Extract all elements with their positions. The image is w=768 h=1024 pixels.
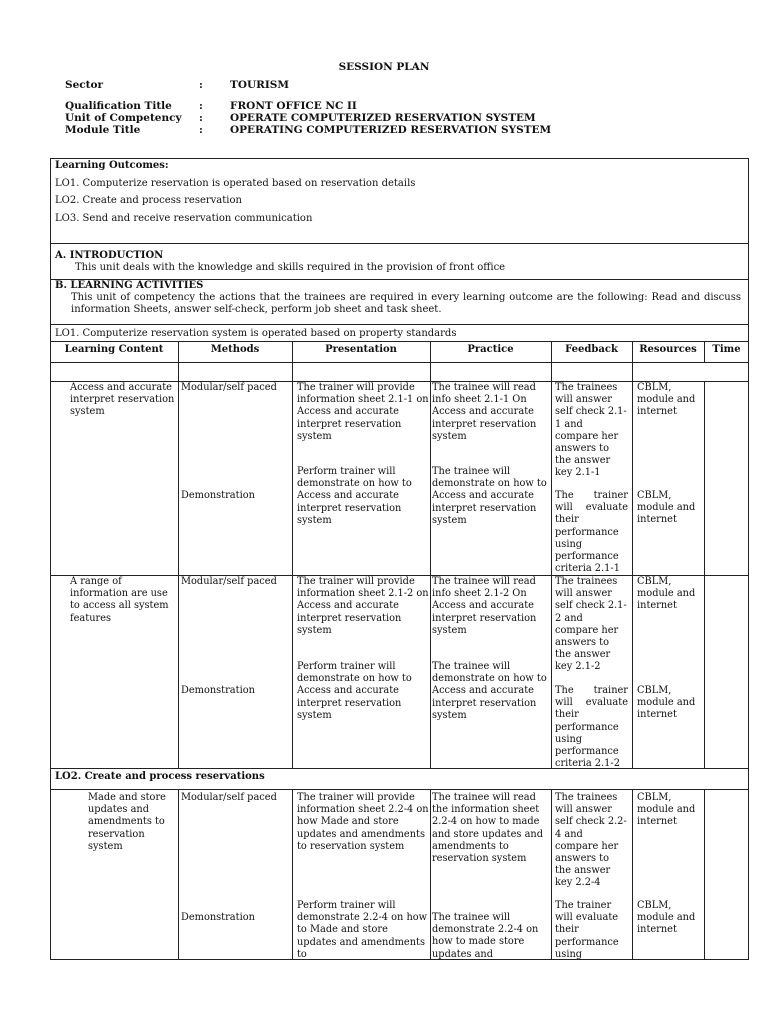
- learning-outcome-item: LO1. Computerize reservation is operated based on reservation details: [55, 178, 416, 189]
- introduction-text: This unit deals with the knowledge and skills required in the provision of front office: [75, 262, 506, 273]
- table-cell-presentation: The trainer will provide information sheet 2.1-1 on Access and accurate interpret reservation system: [297, 382, 429, 442]
- table-cell-feedback: The trainees will answer self check 2.1-1 and compare her answers to the answer key 2.1-1: [555, 382, 627, 479]
- table-cell-feedback: The trainer will evaluate their performance using performance criteria 2.1-1: [555, 490, 628, 575]
- learning-activities-heading: B. LEARNING ACTIVITIES: [55, 280, 204, 291]
- column-divider: [178, 341, 179, 768]
- qualification-title-colon: :: [199, 100, 203, 112]
- table-cell-method: Demonstration: [181, 490, 255, 501]
- table-cell-presentation: Perform trainer will demonstrate on how to Access and accurate interpret reservation system: [297, 661, 412, 721]
- column-header-methods: Methods: [210, 344, 260, 355]
- lo1-row-label: LO1. Computerize reservation system is operated based on property standards: [55, 328, 457, 339]
- column-divider: [632, 341, 633, 768]
- column-header-feedback: Feedback: [565, 344, 618, 355]
- column-divider: [430, 789, 431, 959]
- table-cell-feedback: The trainer will evaluate their performance using performance criteria 2.1-2: [555, 685, 628, 770]
- table-cell-resources: CBLM, module and internet: [637, 576, 696, 612]
- column-header-presentation: Presentation: [325, 344, 397, 355]
- table-cell-practice: The trainee will read the information sheet 2.2-4 on how to made and store updates and amendments to reservation system: [432, 792, 543, 865]
- divider: [50, 768, 749, 769]
- column-header-practice: Practice: [467, 344, 514, 355]
- column-divider: [551, 789, 552, 959]
- table-cell-learning-content: Made and store updates and amendments to reservation system: [88, 792, 166, 852]
- table-cell-method: Modular/self paced: [181, 576, 277, 587]
- table-cell-practice: The trainee will read info sheet 2.1-1 On Access and accurate interpret reservation system: [432, 382, 537, 442]
- table-cell-resources: CBLM, module and internet: [637, 900, 696, 936]
- column-header-resources: Resources: [639, 344, 697, 355]
- sector-colon: :: [199, 79, 203, 91]
- column-divider: [704, 789, 705, 959]
- column-divider: [551, 341, 552, 768]
- table-cell-learning-content: Access and accurate interpret reservation system: [70, 382, 175, 418]
- table-cell-presentation: Perform trainer will demonstrate on how to Access and accurate interpret reservation system: [297, 466, 412, 526]
- table-cell-practice: The trainee will demonstrate 2.2-4 on how to made store updates and: [432, 912, 539, 959]
- table-cell-method: Demonstration: [181, 685, 255, 696]
- table-cell-method: Modular/self paced: [181, 382, 277, 393]
- divider: [50, 341, 749, 342]
- learning-outcomes-heading: Learning Outcomes:: [55, 160, 169, 171]
- table-cell-feedback: The trainer will evaluate their performance using: [555, 900, 619, 959]
- learning-activities-text: This unit of competency the actions that the trainees are required in every learning outcome are the following: Read and discuss information Sheets, answer self-check, perform job sheet and task sheet.: [71, 292, 741, 316]
- table-cell-presentation: The trainer will provide information sheet 2.1-2 on Access and accurate interpret reservation system: [297, 576, 429, 636]
- column-divider: [292, 789, 293, 959]
- sector-value: TOURISM: [230, 79, 289, 91]
- qualification-title-label: Qualification Title: [65, 100, 172, 112]
- table-cell-resources: CBLM, module and internet: [637, 685, 696, 721]
- table-cell-practice: The trainee will demonstrate on how to Access and accurate interpret reservation system: [432, 466, 547, 526]
- table-cell-resources: CBLM, module and internet: [637, 382, 696, 418]
- page-title: SESSION PLAN: [338, 61, 430, 73]
- column-divider: [292, 341, 293, 768]
- table-cell-method: Demonstration: [181, 912, 255, 923]
- column-header-learning-content: Learning Content: [64, 344, 164, 355]
- module-title-value: OPERATING COMPUTERIZED RESERVATION SYSTEM: [230, 124, 552, 136]
- lo2-row-label: LO2. Create and process reservations: [55, 771, 265, 782]
- sector-label: Sector: [65, 79, 104, 91]
- introduction-heading: A. INTRODUCTION: [55, 250, 164, 261]
- column-header-time: Time: [712, 344, 741, 355]
- divider: [50, 362, 749, 363]
- column-divider: [178, 789, 179, 959]
- table-cell-method: Modular/self paced: [181, 792, 277, 803]
- table-cell-practice: The trainee will demonstrate on how to Access and accurate interpret reservation system: [432, 661, 547, 721]
- column-divider: [704, 381, 705, 768]
- divider: [50, 959, 749, 960]
- unit-of-competency-colon: :: [199, 112, 203, 124]
- table-cell-feedback: The trainees will answer self check 2.1-2 and compare her answers to the answer key 2.1-2: [555, 576, 627, 673]
- qualification-title-value: FRONT OFFICE NC II: [230, 100, 357, 112]
- table-cell-learning-content: A range of information are use to access all system features: [70, 576, 169, 624]
- table-cell-presentation: Perform trainer will demonstrate 2.2-4 on how to Made and store updates and amendments to: [297, 900, 428, 959]
- module-title-label: Module Title: [65, 124, 141, 136]
- table-cell-resources: CBLM, module and internet: [637, 792, 696, 828]
- table-cell-resources: CBLM, module and internet: [637, 490, 696, 526]
- divider: [50, 243, 749, 244]
- learning-outcome-item: LO2. Create and process reservation: [55, 195, 242, 206]
- module-title-colon: :: [199, 124, 203, 136]
- unit-of-competency-label: Unit of Competency: [65, 112, 182, 124]
- table-cell-feedback: The trainees will answer self check 2.2-4 and compare her answers to the answer key 2.2-4: [555, 792, 627, 889]
- unit-of-competency-value: OPERATE COMPUTERIZED RESERVATION SYSTEM: [230, 112, 536, 124]
- table-cell-practice: The trainee will read info sheet 2.1-2 On Access and accurate interpret reservation system: [432, 576, 537, 636]
- divider: [50, 789, 749, 790]
- column-divider: [632, 789, 633, 959]
- divider: [50, 324, 749, 325]
- column-divider: [430, 341, 431, 768]
- learning-outcome-item: LO3. Send and receive reservation communication: [55, 213, 313, 224]
- table-cell-presentation: The trainer will provide information sheet 2.2-4 on how Made and store updates and amendments to reservation system: [297, 792, 429, 852]
